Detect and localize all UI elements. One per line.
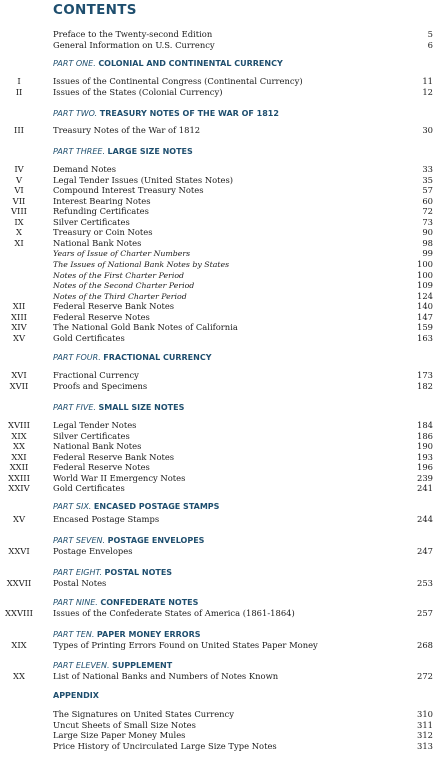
page-number: 241 — [417, 483, 433, 494]
page-number: 312 — [417, 730, 433, 741]
toc-entry — [0, 473, 445, 484]
entry-title: Legal Tender Issues (United States Notes) — [53, 174, 234, 185]
section-title: APPENDIX — [53, 691, 99, 700]
entry-title: Proofs and Specimens — [53, 380, 148, 391]
section-title: TREASURY NOTES OF THE WAR OF 1812 — [99, 109, 279, 118]
toc-entry — [0, 217, 445, 228]
section-title: POSTAL NOTES — [104, 568, 173, 577]
entry-title: Issues of the Confederate States of America (1861-1864) — [53, 608, 295, 618]
chapter-number: XXVII — [6, 578, 32, 588]
toc-subentry — [0, 270, 445, 281]
chapter-number: IX — [14, 216, 24, 227]
entry-title: Postage Envelopes — [53, 546, 133, 556]
page-number: 124 — [417, 290, 433, 301]
entry-title: National Bank Notes — [53, 441, 142, 452]
toc-entry — [0, 185, 445, 196]
chapter-number: XXII — [9, 462, 29, 473]
section-title: LARGE SIZE NOTES — [107, 147, 193, 156]
toc-entry — [0, 164, 445, 175]
page-number: 186 — [417, 430, 433, 441]
toc-entry — [0, 546, 445, 557]
section-part-label: PART TWO. — [53, 109, 98, 118]
toc-entry — [0, 29, 445, 40]
chapter-number: XXVI — [8, 546, 30, 556]
page-number: 5 — [427, 29, 433, 39]
toc-entry — [0, 709, 445, 720]
section-heading — [53, 108, 279, 120]
entry-title: Compound Interest Treasury Notes — [53, 185, 204, 196]
section-title: SMALL SIZE NOTES — [98, 403, 185, 412]
entry-title: The Issues of National Bank Notes by States — [53, 259, 230, 269]
entry-title: Federal Reserve Bank Notes — [53, 301, 175, 312]
chapter-number: XVI — [11, 370, 27, 380]
page-number: 190 — [417, 441, 433, 452]
chapter-number: XXI — [11, 451, 27, 462]
toc-entry — [0, 431, 445, 442]
section-heading — [53, 58, 283, 70]
entry-title: National Bank Notes — [53, 237, 142, 248]
toc-subentry — [0, 280, 445, 291]
entry-title: Federal Reserve Notes — [53, 311, 150, 322]
page-number: 268 — [417, 640, 433, 650]
page-number: 193 — [417, 451, 433, 462]
page-number: 60 — [422, 195, 433, 206]
chapter-number: XV — [12, 332, 25, 343]
section-part-label: PART SIX. — [53, 502, 92, 511]
entry-title: Legal Tender Notes — [53, 420, 137, 430]
entry-title: List of National Banks and Numbers of Notes Known — [53, 671, 279, 681]
page-number: 182 — [417, 380, 433, 391]
section-part-label: PART FIVE. — [53, 403, 96, 412]
chapter-number: XX — [13, 671, 25, 681]
page-number: 90 — [422, 227, 433, 238]
entry-title: Silver Certificates — [53, 430, 130, 441]
entry-title: Treasury Notes of the War of 1812 — [53, 125, 201, 135]
page-number: 272 — [417, 671, 433, 681]
toc-entry — [0, 381, 445, 392]
chapter-number: XIV — [11, 322, 27, 333]
entry-title: Preface to the Twenty-second Edition — [53, 29, 213, 39]
section-title: CONFEDERATE NOTES — [100, 598, 199, 607]
page-number: 6 — [427, 39, 433, 50]
section-heading — [53, 402, 184, 414]
entry-title: Types of Printing Errors Found on United States Paper Money — [53, 640, 318, 650]
entry-title: Refunding Certificates — [53, 206, 149, 217]
chapter-number: XXIV — [8, 483, 30, 494]
toc-entry — [0, 87, 445, 98]
entry-title: Notes of the Second Charter Period — [53, 281, 195, 291]
chapter-number: X — [16, 227, 22, 238]
chapter-number: XXVIII — [5, 608, 33, 618]
section-title: FRACTIONAL CURRENCY — [103, 353, 212, 362]
toc-entry — [0, 322, 445, 333]
chapter-number: XII — [12, 301, 26, 312]
entry-title: Notes of the First Charter Period — [53, 270, 185, 280]
page-number: 239 — [417, 472, 433, 483]
chapter-number: XIII — [11, 311, 27, 322]
page-number: 247 — [417, 546, 433, 556]
page-number: 100 — [417, 258, 433, 269]
entry-title: General Information on U.S. Currency — [53, 39, 215, 50]
chapter-number: IV — [14, 164, 24, 174]
section-part-label: PART ELEVEN. — [53, 661, 110, 670]
toc-entry — [0, 238, 445, 249]
chapter-number: XIX — [11, 640, 27, 650]
toc-entry — [0, 370, 445, 381]
section-title: COLONIAL AND CONTINENTAL CURRENCY — [98, 59, 283, 68]
toc-entry — [0, 420, 445, 431]
page-number: 184 — [417, 420, 433, 430]
page-number: 72 — [422, 206, 433, 217]
entry-title: Demand Notes — [53, 164, 117, 174]
chapter-number: VII — [12, 195, 26, 206]
toc-entry — [0, 227, 445, 238]
page-number: 173 — [417, 370, 433, 380]
toc-entry — [0, 196, 445, 207]
section-heading — [53, 690, 99, 702]
entry-title: World War II Emergency Notes — [53, 472, 186, 483]
page-number: 257 — [417, 608, 433, 618]
entry-title: Encased Postage Stamps — [53, 514, 160, 524]
toc-entry — [0, 175, 445, 186]
chapter-number: VI — [14, 185, 24, 196]
section-part-label: PART TEN. — [53, 630, 95, 639]
entry-title: Federal Reserve Notes — [53, 462, 150, 473]
toc-entry — [0, 206, 445, 217]
page-number: 99 — [422, 248, 433, 259]
page-number: 244 — [417, 514, 433, 524]
page-number: 140 — [417, 301, 433, 312]
toc-entry — [0, 578, 445, 589]
entry-title: Issues of the States (Colonial Currency) — [53, 86, 223, 97]
page-number: 73 — [422, 216, 433, 227]
chapter-number: II — [15, 86, 23, 97]
chapter-number: VIII — [11, 206, 27, 217]
section-heading — [53, 501, 219, 513]
toc-entry — [0, 301, 445, 312]
toc-subentry — [0, 259, 445, 270]
section-part-label: PART SEVEN. — [53, 536, 106, 545]
chapter-number: XV — [12, 514, 25, 524]
page-number: 11 — [422, 76, 433, 86]
entry-title: Interest Bearing Notes — [53, 195, 151, 206]
page-number: 313 — [417, 740, 433, 751]
entry-title: Uncut Sheets of Small Size Notes — [53, 719, 196, 730]
chapter-number: III — [14, 125, 24, 135]
entry-title: Price History of Uncirculated Large Size Type Notes — [53, 740, 277, 751]
page-number: 109 — [417, 280, 433, 291]
toc-entry — [0, 312, 445, 323]
entry-title: Federal Reserve Bank Notes — [53, 451, 175, 462]
chapter-number: XVII — [9, 380, 29, 391]
section-title: ENCASED POSTAGE STAMPS — [93, 502, 220, 511]
section-part-label: PART THREE. — [53, 147, 105, 156]
section-title: POSTAGE ENVELOPES — [107, 536, 205, 545]
toc-entry — [0, 452, 445, 463]
entry-title: Treasury or Coin Notes — [53, 227, 153, 238]
toc-entry — [0, 333, 445, 344]
section-part-label: PART NINE. — [53, 598, 98, 607]
section-title: SUPPLEMENT — [112, 661, 173, 670]
entry-title: Silver Certificates — [53, 216, 130, 227]
chapter-number: XVIII — [8, 420, 30, 430]
section-heading — [53, 146, 193, 158]
toc-entry — [0, 720, 445, 731]
toc-entry — [0, 671, 445, 682]
entry-title: Years of Issue of Charter Numbers — [53, 249, 191, 259]
entry-title: Gold Certificates — [53, 483, 125, 494]
toc-entry — [0, 741, 445, 752]
entry-title: Issues of the Continental Congress (Continental Currency) — [53, 76, 303, 86]
page-number: 159 — [417, 322, 433, 333]
toc-entry — [0, 514, 445, 525]
entry-title: Large Size Paper Money Mules — [53, 730, 186, 741]
page-title: CONTENTS — [53, 2, 137, 18]
page-number: 12 — [422, 86, 433, 97]
toc-entry — [0, 125, 445, 136]
entry-title: The Signatures on United States Currency — [53, 709, 234, 719]
section-heading — [53, 352, 212, 364]
page-number: 196 — [417, 462, 433, 473]
page-number: 57 — [422, 185, 433, 196]
page-number: 311 — [417, 719, 433, 730]
chapter-number: XX — [13, 441, 25, 452]
section-part-label: PART ONE. — [53, 59, 96, 68]
page-number: 147 — [417, 311, 433, 322]
toc-entry — [0, 76, 445, 87]
entry-title: Notes of the Third Charter Period — [53, 291, 187, 301]
toc-entry — [0, 608, 445, 619]
entry-title: The National Gold Bank Notes of California — [53, 322, 238, 333]
chapter-number: XIX — [11, 430, 27, 441]
page-number: 33 — [422, 164, 433, 174]
page-number: 310 — [417, 709, 433, 719]
toc-subentry — [0, 248, 445, 259]
section-part-label: PART EIGHT. — [53, 568, 102, 577]
chapter-number: XI — [14, 237, 24, 248]
page-number: 100 — [417, 269, 433, 280]
toc-entry — [0, 40, 445, 51]
page-number: 253 — [417, 578, 433, 588]
toc-entry — [0, 441, 445, 452]
toc-entry — [0, 462, 445, 473]
chapter-number: I — [17, 76, 21, 86]
toc-entry — [0, 730, 445, 741]
toc-entry — [0, 483, 445, 494]
section-title: PAPER MONEY ERRORS — [96, 630, 201, 639]
entry-title: Fractional Currency — [53, 370, 139, 380]
toc-subentry — [0, 291, 445, 302]
section-part-label: PART FOUR. — [53, 353, 101, 362]
chapter-number: V — [15, 174, 23, 185]
page-number: 30 — [422, 125, 433, 135]
page-number: 98 — [422, 237, 433, 248]
toc-entry — [0, 640, 445, 651]
entry-title: Gold Certificates — [53, 332, 125, 343]
entry-title: Postal Notes — [53, 578, 107, 588]
chapter-number: XXIII — [8, 472, 30, 483]
page-number: 35 — [422, 174, 433, 185]
page-number: 163 — [417, 332, 433, 343]
